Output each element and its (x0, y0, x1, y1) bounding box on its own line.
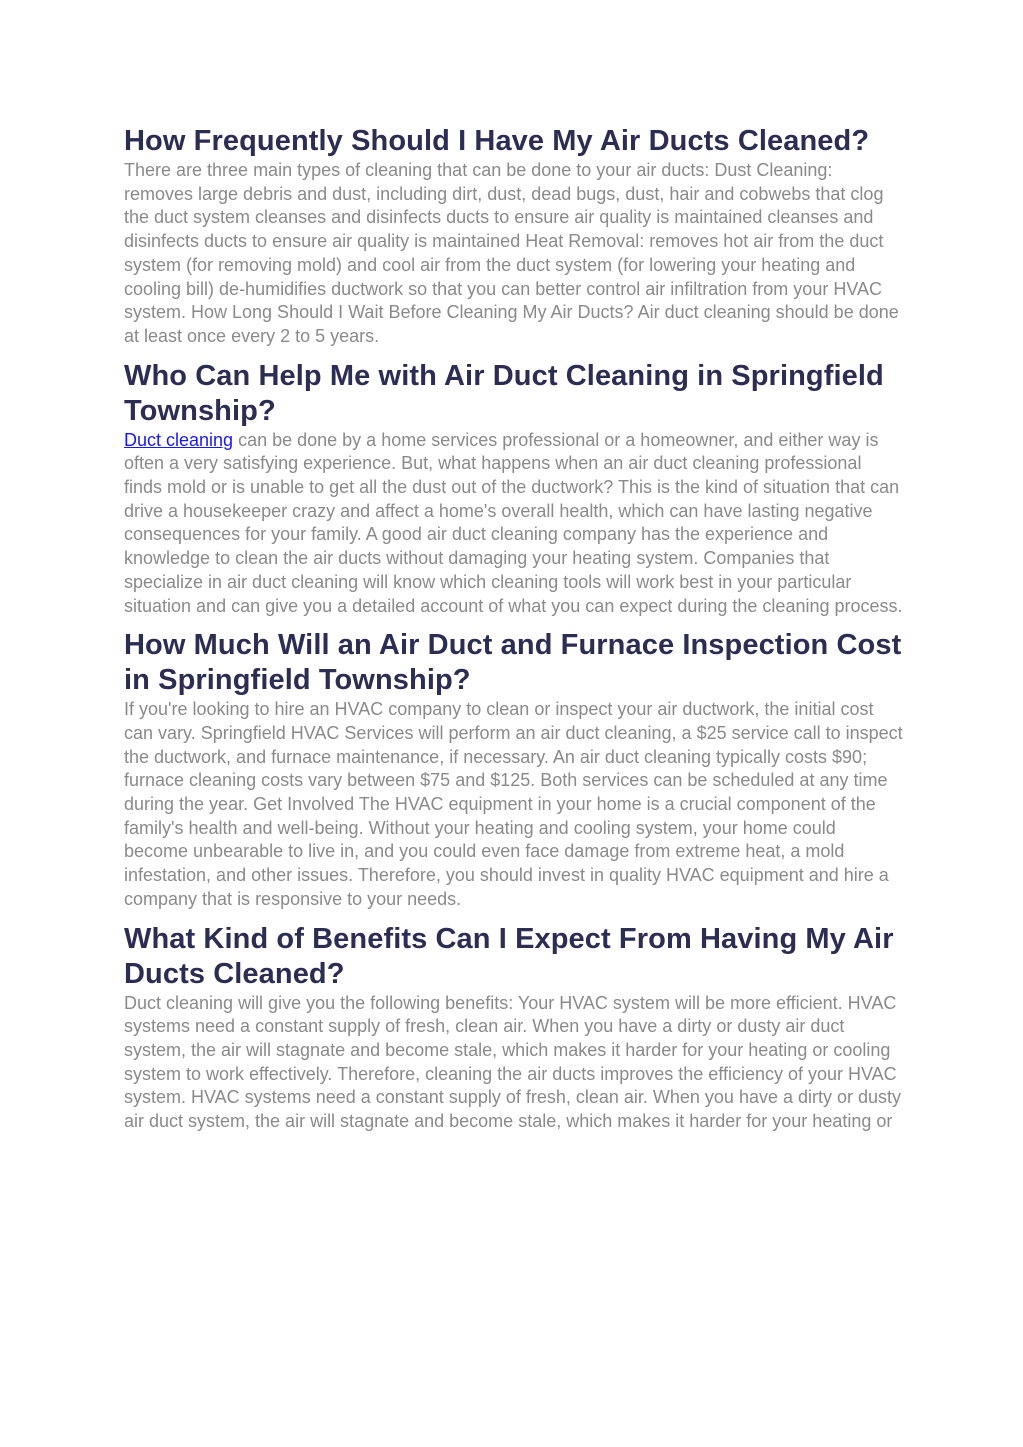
section-who-can-help (124, 359, 904, 619)
section-body-text: can be done by a home services professional or a homeowner, and either way is often a very satisfying experience. But, what happens when an air duct cleaning professional finds mold or is unable to get all the dust out of the ductwork? This is the kind of situation that can drive a housekeeper crazy and affect a home's overall health, which can have lasting negative consequences for your family. A good air duct cleaning company has the experience and knowledge to clean the air ducts without damaging your heating system. Companies that specialize in air duct cleaning will know which cleaning tools will work best in your particular situation and can give you a detailed account of what you can expect during the cleaning process. (124, 429, 903, 616)
section-heading: What Kind of Benefits Can I Expect From Having My Air Ducts Cleaned? (124, 922, 894, 990)
section-body: There are three main types of cleaning that can be done to your air ducts: Dust Cleaning: removes large debris and dust, including dirt, dust, dead bugs, dust, hair and cobwebs that clog the duct system cleanses and disinfects ducts to ensure air quality is maintained cleanses and disinfects ducts to ensure air quality is maintained Heat Removal: removes hot air from the duct system (for removing mold) and cool air from the duct system (for lowering your heating and cooling bill) de-humidifies ductwork so that you can better control air infiltration from your HVAC system. How Long Should I Wait Before Cleaning My Air Ducts? Air duct cleaning should be done at least once every 2 to 5 years. (124, 160, 899, 346)
section-body: If you're looking to hire an HVAC company to clean or inspect your air ductwork, the initial cost can vary. Springfield HVAC Services will perform an air duct cleaning, a $25 service call to inspect the ductwork, and furnace maintenance, if necessary. An air duct cleaning typically costs $90; furnace cleaning costs vary between $75 and $125. Both services can be scheduled at any time during the year. Get Involved The HVAC equipment in your home is a crucial component of the family's health and well-being. Without your heating and cooling system, your home could become unbearable to live in, and you could even face damage from extreme heat, a mold infestation, and other issues. Therefore, you should invest in quality HVAC equipment and hire a company that is responsive to your needs. (124, 699, 903, 909)
section-benefits (124, 922, 904, 1134)
section-body (124, 429, 904, 619)
section-body: Duct cleaning will give you the following benefits: Your HVAC system will be more efficient. HVAC systems need a constant supply of fresh, clean air. When you have a dirty or dusty air duct system, the air will stagnate and become stale, which makes it harder for your heating or cooling system to work effectively. Therefore, cleaning the air ducts improves the efficiency of your HVAC system. HVAC systems need a constant supply of fresh, clean air. When you have a dirty or dusty air duct system, the air will stagnate and become stale, which makes it harder for your heating or (124, 992, 902, 1132)
section-heading: Who Can Help Me with Air Duct Cleaning in Springfield Township? (124, 359, 884, 427)
section-heading: How Much Will an Air Duct and Furnace Inspection Cost in Springfield Township? (124, 629, 902, 697)
duct-cleaning-link[interactable]: Duct cleaning (124, 429, 234, 450)
section-cleaning-frequency (124, 124, 904, 349)
section-heading: How Frequently Should I Have My Air Ducts Cleaned? (124, 125, 870, 157)
section-inspection-cost (124, 628, 904, 911)
document-page (124, 124, 904, 1144)
